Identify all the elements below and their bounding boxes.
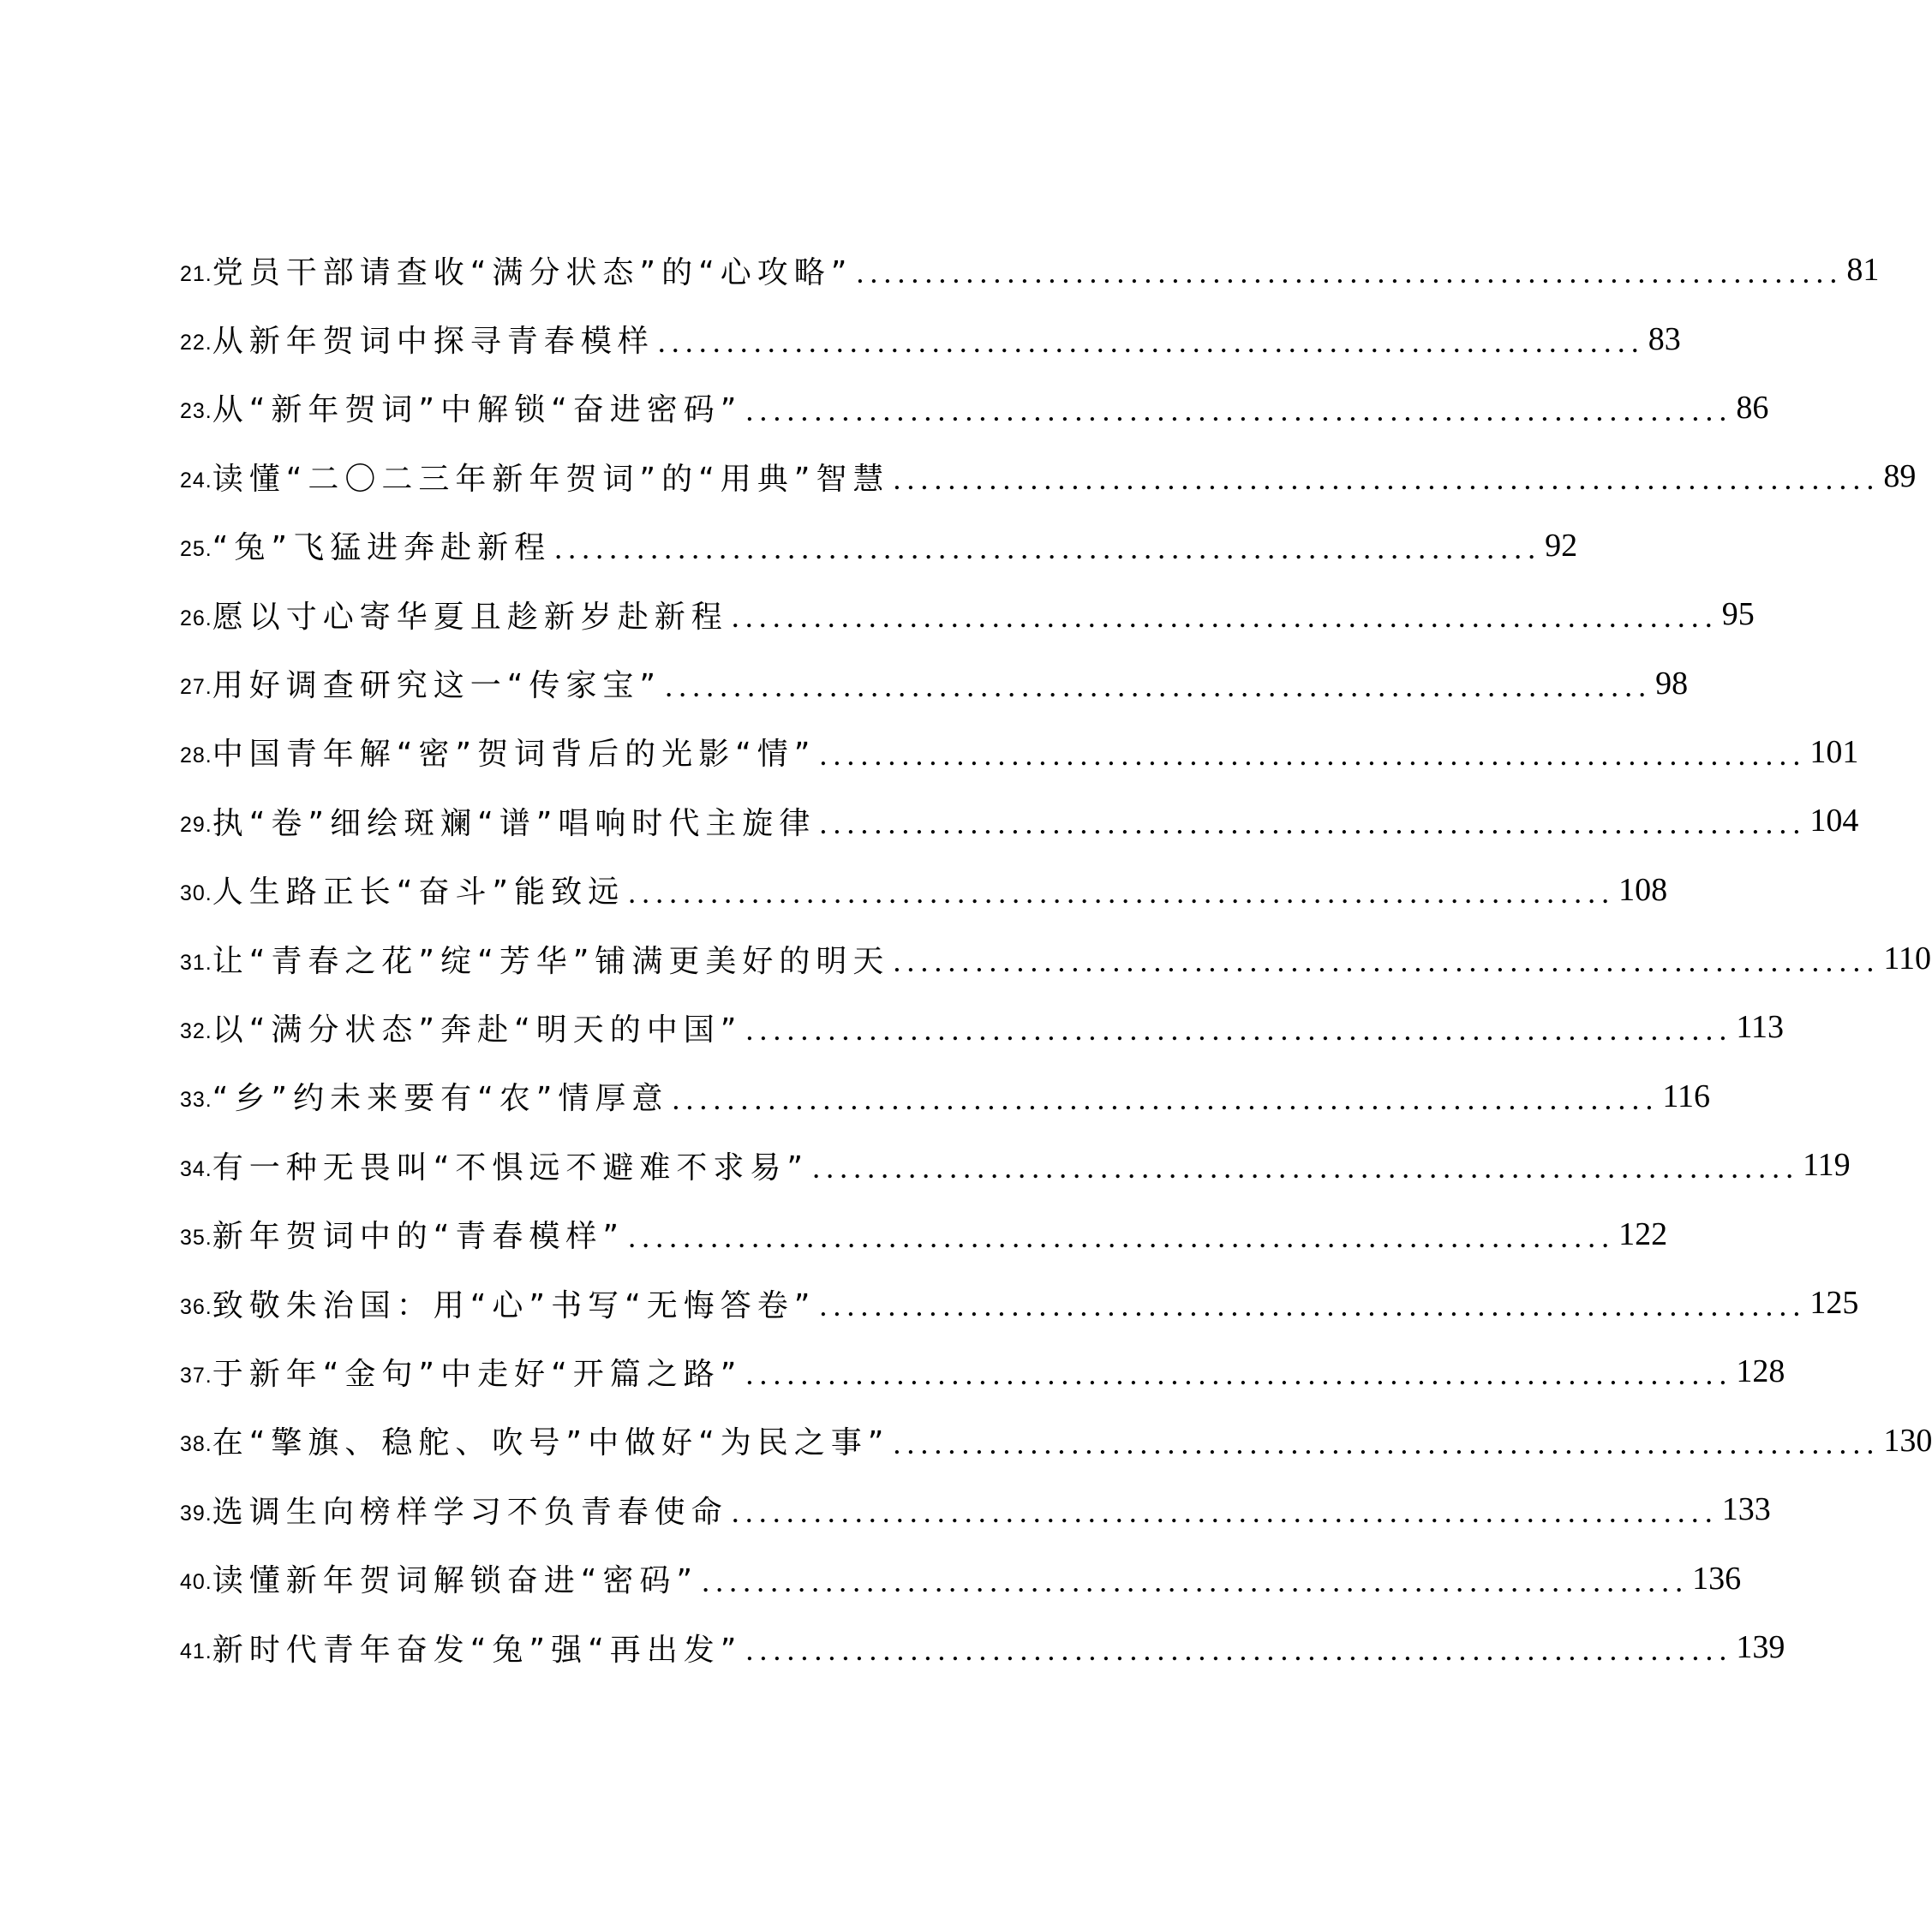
toc-entry-number: 39.: [180, 1501, 212, 1526]
toc-entry-title: “乡”约未来要有“农”情厚意: [212, 1081, 669, 1117]
toc-leader-dots: ........................................................................: [628, 1219, 1616, 1254]
toc-entry-page-number: 108: [1618, 871, 1668, 908]
table-of-contents: [180, 236, 1932, 1681]
toc-leader-dots: ........................................................................: [819, 806, 1807, 841]
toc-entry-number: 36.: [180, 1294, 212, 1319]
toc-entry-title: 愿以寸心寄华夏且趁新岁赴新程: [212, 599, 728, 635]
toc-entry[interactable]: [180, 648, 1689, 717]
toc-entry[interactable]: [180, 236, 1880, 304]
toc-entry-page-number: 101: [1809, 733, 1859, 770]
toc-entry-number: 31.: [180, 950, 212, 975]
toc-entry[interactable]: [180, 1199, 1668, 1268]
toc-entry[interactable]: [180, 1406, 1932, 1475]
toc-leader-dots: ........................................................................: [819, 1288, 1807, 1323]
toc-leader-dots: ........................................................................: [665, 668, 1653, 703]
toc-entry-page-number: 116: [1662, 1078, 1710, 1114]
toc-entry[interactable]: [180, 718, 1859, 786]
toc-entry-page-number: 95: [1721, 596, 1755, 633]
toc-entry-page-number: 119: [1803, 1147, 1851, 1184]
toc-leader-dots: ........................................................................: [702, 1563, 1690, 1598]
toc-entry-page-number: 81: [1846, 252, 1880, 289]
toc-entry[interactable]: [180, 1131, 1851, 1199]
toc-entry-page-number: 92: [1545, 527, 1578, 564]
toc-entry-number: 37.: [180, 1363, 212, 1388]
toc-entry-number: 21.: [180, 261, 212, 286]
toc-entry-number: 22.: [180, 331, 212, 355]
toc-entry-title: 于新年“金句”中走好“开篇之路”: [212, 1356, 743, 1392]
toc-leader-dots: ........................................................................: [745, 1357, 1733, 1392]
toc-entry-number: 35.: [180, 1226, 212, 1251]
toc-leader-dots: ........................................................................: [731, 1495, 1719, 1530]
toc-entry-page-number: 130: [1883, 1422, 1932, 1459]
toc-entry-number: 41.: [180, 1639, 212, 1663]
toc-entry[interactable]: [180, 511, 1578, 580]
toc-entry-number: 28.: [180, 744, 212, 768]
toc-entry-title: “兔”飞猛进奔赴新程: [212, 530, 552, 566]
toc-entry-title: 从“新年贺词”中解锁“奋进密码”: [212, 392, 743, 428]
toc-entry-number: 29.: [180, 812, 212, 837]
toc-entry[interactable]: [180, 1613, 1785, 1681]
toc-entry-title: 选调生向榜样学习不负青春使命: [212, 1494, 728, 1530]
toc-entry[interactable]: [180, 373, 1769, 442]
toc-entry-page-number: 128: [1736, 1353, 1785, 1390]
toc-entry-page-number: 110: [1883, 941, 1931, 977]
toc-entry-number: 32.: [180, 1018, 212, 1043]
toc-entry-page-number: 104: [1809, 803, 1859, 839]
toc-leader-dots: ........................................................................: [819, 737, 1807, 772]
toc-entry-title: 致敬朱治国：用“心”书写“无悔答卷”: [212, 1287, 816, 1323]
toc-entry-title: 中国青年解“密”贺词背后的光影“情”: [212, 737, 816, 773]
toc-leader-dots: ........................................................................: [745, 1012, 1733, 1048]
toc-entry-page-number: 98: [1655, 665, 1689, 702]
toc-entry-page-number: 139: [1736, 1629, 1785, 1665]
toc-leader-dots: ........................................................................: [657, 324, 1645, 359]
toc-entry-title: 读懂“二〇二三年新年贺词”的“用典”智慧: [212, 461, 890, 497]
toc-entry[interactable]: [180, 1337, 1785, 1406]
toc-leader-dots: ........................................................................: [745, 392, 1733, 427]
toc-entry-number: 33.: [180, 1088, 212, 1113]
toc-entry-title: 执“卷”细绘斑斓“谱”唱响时代主旋律: [212, 805, 816, 841]
toc-entry-number: 34.: [180, 1156, 212, 1181]
toc-entry-title: 从新年贺词中探寻青春模样: [212, 324, 655, 360]
toc-entry-title: 人生路正长“奋斗”能致远: [212, 875, 625, 911]
toc-leader-dots: ........................................................................: [893, 944, 1881, 979]
toc-leader-dots: ........................................................................: [893, 462, 1881, 497]
toc-entry-number: 40.: [180, 1570, 212, 1595]
toc-entry-number: 38.: [180, 1432, 212, 1457]
toc-entry-page-number: 86: [1736, 389, 1769, 426]
toc-leader-dots: ........................................................................: [856, 255, 1844, 290]
toc-leader-dots: ........................................................................: [745, 1633, 1733, 1667]
toc-entry-page-number: 83: [1648, 320, 1681, 357]
toc-entry-title: 有一种无畏叫“不惧远不避难不求易”: [212, 1150, 810, 1185]
toc-entry-number: 27.: [180, 675, 212, 700]
toc-entry-page-number: 89: [1883, 458, 1917, 495]
toc-entry-number: 25.: [180, 537, 212, 562]
toc-entry-page-number: 122: [1618, 1215, 1668, 1252]
toc-entry[interactable]: [180, 1475, 1771, 1544]
toc-entry-page-number: 133: [1721, 1491, 1771, 1528]
toc-entry-page-number: 136: [1692, 1560, 1742, 1597]
toc-entry-title: 读懂新年贺词解锁奋进“密码”: [212, 1563, 699, 1599]
toc-entry-page-number: 125: [1809, 1285, 1859, 1322]
toc-leader-dots: ........................................................................: [812, 1150, 1800, 1185]
toc-entry-title: 新时代青年奋发“兔”强“再出发”: [212, 1632, 743, 1668]
toc-entry[interactable]: [180, 993, 1784, 1061]
toc-entry[interactable]: [180, 304, 1681, 373]
toc-entry[interactable]: [180, 924, 1931, 993]
toc-entry-title: 新年贺词中的“青春模样”: [212, 1219, 625, 1255]
toc-leader-dots: ........................................................................: [554, 530, 1542, 565]
toc-entry[interactable]: [180, 856, 1668, 924]
toc-leader-dots: ........................................................................: [731, 600, 1719, 635]
toc-leader-dots: ........................................................................: [628, 875, 1616, 910]
toc-entry[interactable]: [180, 1062, 1710, 1131]
toc-entry[interactable]: [180, 1269, 1859, 1337]
toc-entry[interactable]: [180, 580, 1755, 648]
toc-entry-title: 党员干部请查收“满分状态”的“心攻略”: [212, 254, 853, 290]
toc-entry[interactable]: [180, 786, 1859, 855]
toc-entry-title: 在“擎旗、稳舵、吹号”中做好“为民之事”: [212, 1425, 890, 1461]
toc-entry-number: 23.: [180, 399, 212, 424]
toc-entry-title: 以“满分状态”奔赴“明天的中国”: [212, 1012, 743, 1048]
toc-entry[interactable]: [180, 442, 1917, 511]
toc-leader-dots: ........................................................................: [893, 1425, 1881, 1460]
toc-entry-title: 用好调查研究这一“传家宝”: [212, 668, 662, 704]
toc-entry-number: 30.: [180, 881, 212, 906]
toc-entry-number: 26.: [180, 606, 212, 630]
toc-entry-page-number: 113: [1736, 1009, 1784, 1046]
toc-leader-dots: ........................................................................: [672, 1081, 1660, 1116]
toc-entry-number: 24.: [180, 468, 212, 493]
toc-entry[interactable]: [180, 1544, 1742, 1612]
toc-entry-title: 让“青春之花”绽“芳华”铺满更美好的明天: [212, 943, 890, 979]
